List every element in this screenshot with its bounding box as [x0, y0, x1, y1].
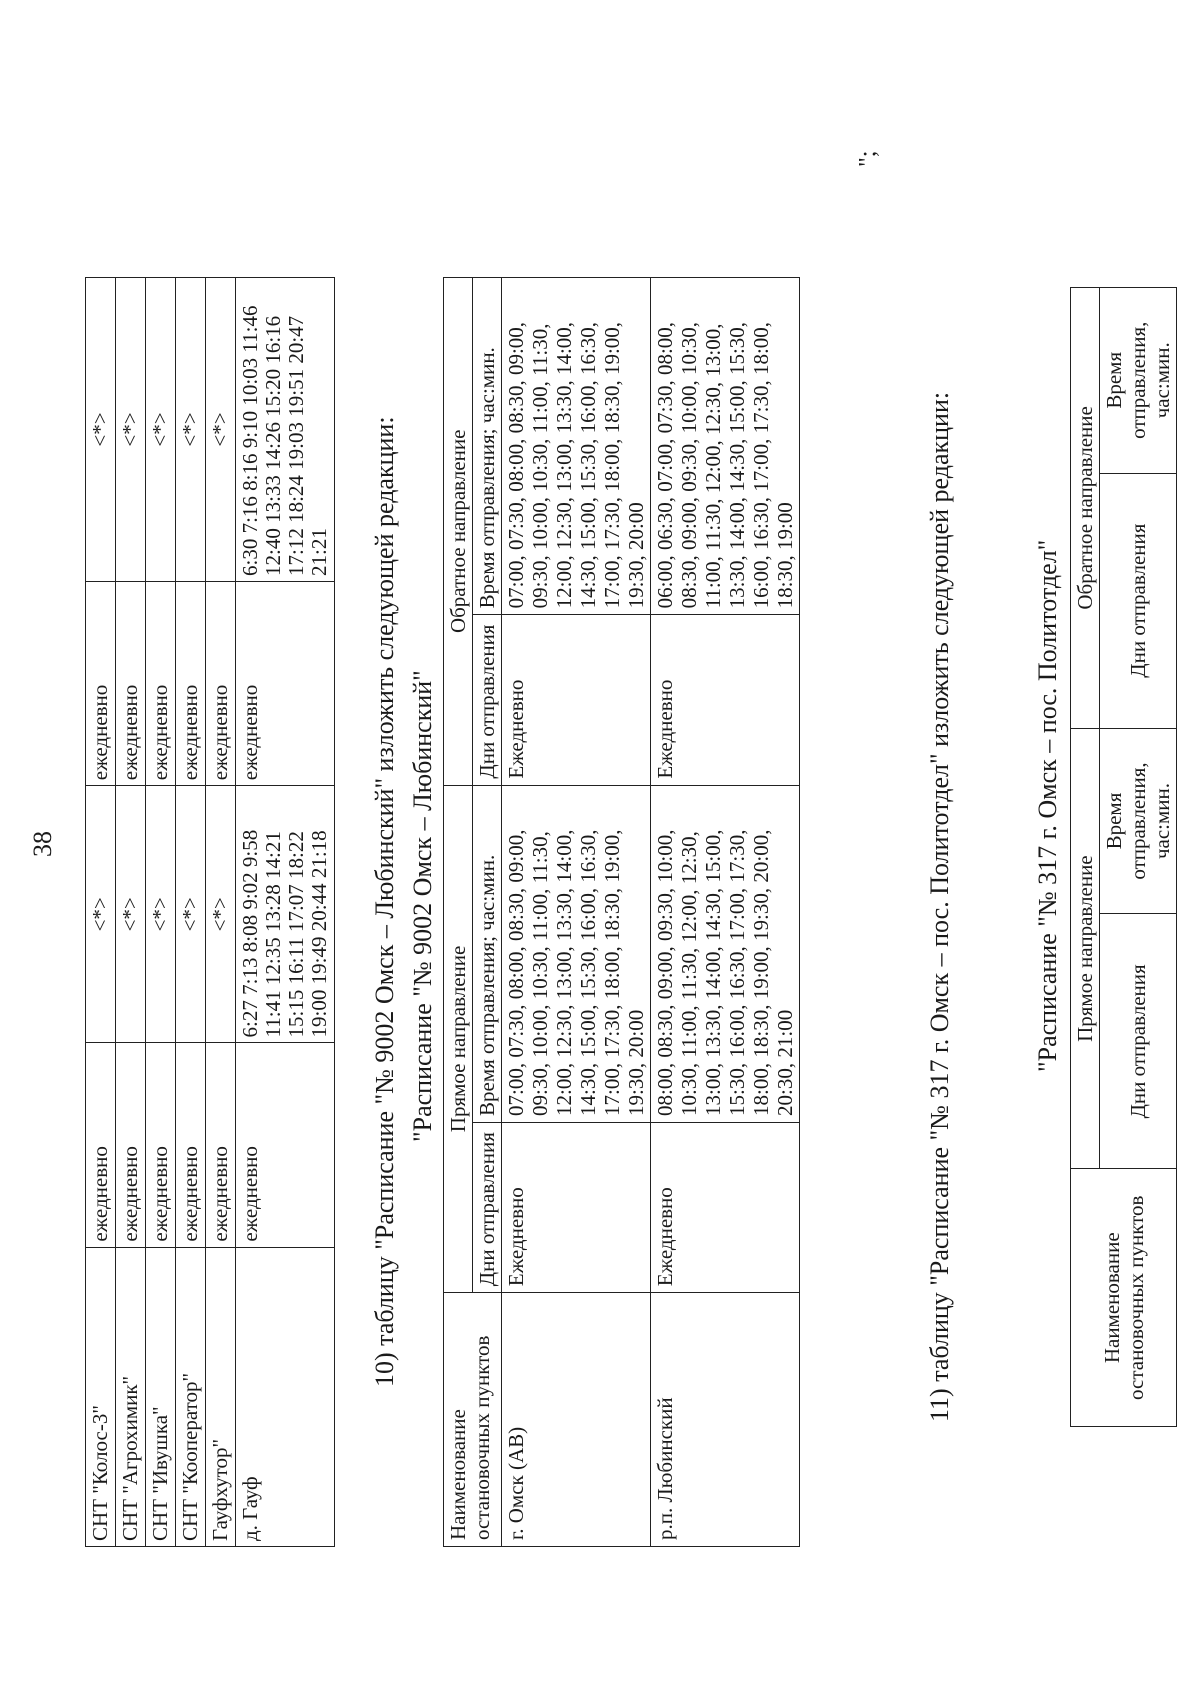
days-forward: ежедневно [116, 1043, 146, 1247]
header-backward: Обратное направление [1071, 288, 1100, 729]
times-forward: <*> [116, 786, 146, 1043]
section-10-heading: 10) таблицу "Расписание "№ 9002 Омск – Любинский" изложить следующей редакции: [370, 416, 399, 1387]
header-forward: Прямое направление [444, 785, 473, 1293]
days-forward: Ежедневно [502, 1122, 651, 1292]
schedule-317-table [1070, 287, 1177, 1427]
header-days-backward: Дни отправления [1100, 473, 1177, 728]
section-10-title: "Расписание "№ 9002 Омск – Любинский" [408, 670, 437, 1142]
header-times-backward: Время отправления; час:мин. [473, 278, 502, 615]
times-forward: <*> [146, 786, 176, 1043]
times-backward: <*> [146, 278, 176, 582]
stop-name: СНТ "Ивушка" [146, 1247, 176, 1546]
days-forward: ежедневно [146, 1043, 176, 1247]
times-backward: <*> [176, 278, 206, 582]
schedule-9002-table [443, 277, 800, 1547]
top-schedule-table [85, 277, 335, 1547]
stop-name: СНТ "Агрохимик" [116, 1247, 146, 1546]
stop-name: Гауфхутор" [206, 1247, 236, 1546]
header-backward: Обратное направление [444, 278, 473, 786]
stop-name: СНТ "Колос-3" [86, 1247, 116, 1546]
table-row [502, 278, 651, 1547]
header-days-backward: Дни отправления [473, 615, 502, 785]
header-times-forward: Время отправления; час:мин. [473, 785, 502, 1122]
days-forward: ежедневно [206, 1043, 236, 1247]
table-row [116, 278, 146, 1547]
days-backward: ежедневно [236, 582, 335, 786]
times-backward: 07:00, 07:30, 08:00, 08:30, 09:00, 09:30, 10:00, 10:30, 11:00, 11:30, 12:00, 12:30, 13:00, 13:30, 14:00, 14:30, 15:00, 15:30, 16:00, 16:30, 17:00, 17:30, 18:00, 18:30, 19:00, 19:30, 20:00 [502, 278, 651, 615]
header-stop: Наименование остановочных пунктов [444, 1293, 502, 1547]
stop-name: р.п. Любинский [651, 1293, 800, 1547]
times-forward: <*> [206, 786, 236, 1043]
times-forward: 6:27 7:13 8:08 9:02 9:58 11:41 12:35 13:28 14:21 15:15 16:11 17:07 18:22 19:00 19:49 20:44 21:18 [236, 786, 335, 1043]
times-forward: 07:00, 07:30, 08:00, 08:30, 09:00, 09:30, 10:00, 10:30, 11:00, 11:30, 12:00, 12:30, 13:00, 13:30, 14:00, 14:30, 15:00, 15:30, 16:00, 16:30, 17:00, 17:30, 18:00, 18:30, 19:00, 19:30, 20:00 [502, 785, 651, 1122]
header-forward: Прямое направление [1071, 728, 1100, 1169]
stop-name: СНТ "Кооператор" [176, 1247, 206, 1546]
header-times-backward: Время отправления, час:мин. [1100, 288, 1177, 474]
times-forward: <*> [86, 786, 116, 1043]
days-backward: ежедневно [146, 582, 176, 786]
table-row [236, 278, 335, 1547]
times-backward: <*> [86, 278, 116, 582]
days-forward: ежедневно [86, 1043, 116, 1247]
header-stop: Наименование остановочных пунктов [1071, 1169, 1177, 1427]
times-backward: <*> [206, 278, 236, 582]
table-row [176, 278, 206, 1547]
table-row [86, 278, 116, 1547]
times-forward: <*> [176, 786, 206, 1043]
page-number: 38 [28, 831, 57, 857]
days-backward: ежедневно [116, 582, 146, 786]
days-forward: ежедневно [236, 1043, 335, 1247]
stop-name: г. Омск (АВ) [502, 1293, 651, 1547]
days-backward: Ежедневно [651, 615, 800, 785]
header-days-forward: Дни отправления [1100, 914, 1177, 1169]
days-backward: ежедневно [176, 582, 206, 786]
times-forward: 08:00, 08:30, 09:00, 09:30, 10:00, 10:30, 11:00, 11:30, 12:00, 12:30, 13:00, 13:30, 14:00, 14:30, 15:00, 15:30, 16:00, 16:30, 17:00, 17:30, 18:00, 18:30, 19:00, 19:30, 20:00, 20:30, 21:00 [651, 785, 800, 1122]
days-backward: ежедневно [86, 582, 116, 786]
times-backward: <*> [116, 278, 146, 582]
days-backward: Ежедневно [502, 615, 651, 785]
days-forward: ежедневно [176, 1043, 206, 1247]
header-days-forward: Дни отправления [473, 1122, 502, 1292]
header-times-forward: Время отправления, час:мин. [1100, 728, 1177, 913]
table-row [651, 278, 800, 1547]
section-11-heading: 11) таблицу "Расписание "№ 317 г. Омск – пос. Политотдел" изложить следующей редакции: [925, 391, 954, 1422]
table-row [146, 278, 176, 1547]
times-backward: 06:00, 06:30, 07:00, 07:30, 08:00, 08:30, 09:00, 09:30, 10:00, 10:30, 11:00, 11:30, 12:00, 12:30, 13:00, 13:30, 14:00, 14:30, 15:00, 15:30, 16:00, 16:30, 17:00, 17:30, 18:00, 18:30, 19:00 [651, 278, 800, 615]
times-backward: 6:30 7:16 8:16 9:10 10:03 11:46 12:40 13:33 14:26 15:20 16:16 17:12 18:24 19:03 19:51 20:47 21:21 [236, 278, 335, 582]
end-marker: "; [855, 150, 881, 167]
days-forward: Ежедневно [651, 1122, 800, 1292]
stop-name: д. Гауф [236, 1247, 335, 1546]
days-backward: ежедневно [206, 582, 236, 786]
section-11-title: "Расписание "№ 317 г. Омск – пос. Политотдел" [1033, 539, 1062, 1072]
table-row [206, 278, 236, 1547]
